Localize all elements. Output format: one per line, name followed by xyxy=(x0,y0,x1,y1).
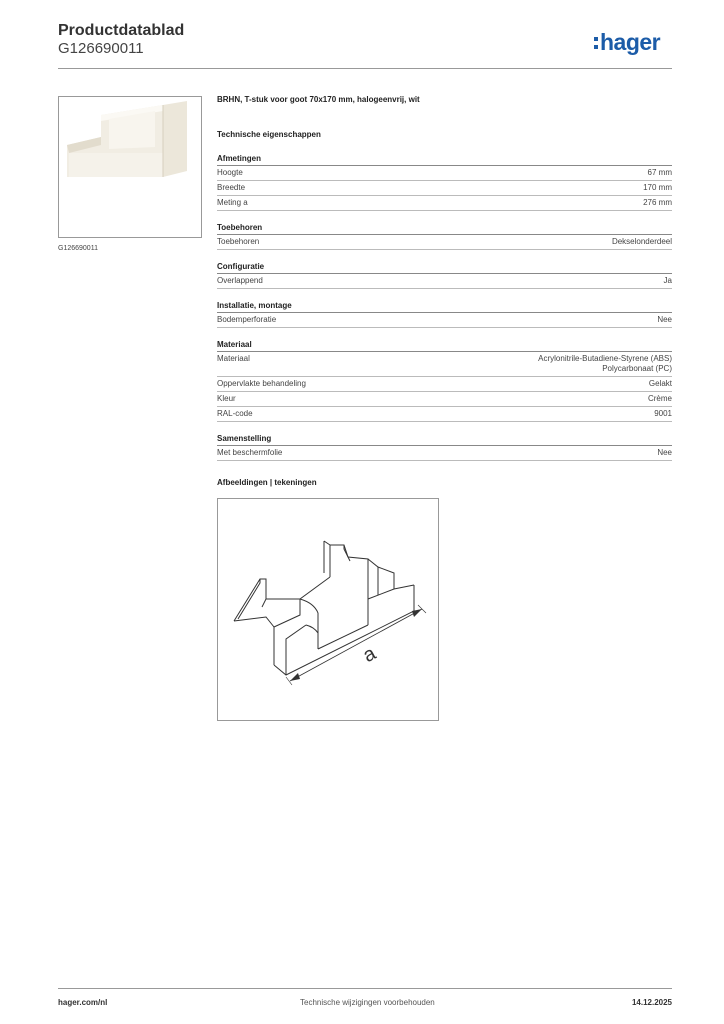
section-title: Toebehoren xyxy=(217,222,672,235)
spec-label: Overlappend xyxy=(217,276,263,285)
spec-label: Kleur xyxy=(217,394,236,403)
footer-disclaimer: Technische wijzigingen voorbehouden xyxy=(300,998,435,1007)
section-afmetingen xyxy=(217,153,672,211)
spec-row xyxy=(217,235,672,250)
section-samenstelling xyxy=(217,433,672,461)
section-title: Configuratie xyxy=(217,261,672,274)
section-installatie xyxy=(217,300,672,328)
spec-label: Met beschermfolie xyxy=(217,448,283,457)
spec-row xyxy=(217,181,672,196)
product-photo xyxy=(58,96,202,238)
spec-value: 9001 xyxy=(654,409,672,418)
product-description: BRHN, T-stuk voor goot 70x170 mm, halogeenvrij, wit xyxy=(217,95,420,104)
spec-value: Acrylonitrile-Butadiene-Styrene (ABS) Polycarbonaat (PC) xyxy=(538,354,672,373)
spec-row xyxy=(217,274,672,289)
footer-website[interactable]: hager.com/nl xyxy=(58,998,108,1007)
spec-row xyxy=(217,407,672,422)
technical-drawing xyxy=(217,498,439,721)
dimension-label: a xyxy=(359,642,380,668)
spec-row xyxy=(217,446,672,461)
spec-row xyxy=(217,166,672,181)
spec-row xyxy=(217,196,672,211)
logo-wordmark: hager xyxy=(600,29,661,55)
spec-value: Crème xyxy=(647,394,672,403)
spec-content xyxy=(217,95,672,490)
section-materiaal xyxy=(217,339,672,422)
section-title: Afmetingen xyxy=(217,153,672,166)
section-toebehoren xyxy=(217,222,672,250)
spec-value: Ja xyxy=(663,276,672,285)
spec-value: Gelakt xyxy=(648,379,672,388)
footer-date: 14.12.2025 xyxy=(631,998,672,1007)
spec-label: Hoogte xyxy=(217,168,243,177)
spec-row xyxy=(217,392,672,407)
section-title: Materiaal xyxy=(217,339,672,352)
product-code: G126690011 xyxy=(58,40,144,57)
photo-caption: G126690011 xyxy=(58,245,98,252)
tech-heading: Technische eigenschappen xyxy=(217,130,321,139)
header-divider xyxy=(58,68,672,69)
section-title: Samenstelling xyxy=(217,433,672,446)
spec-label: Meting a xyxy=(217,198,248,207)
spec-label: RAL-code xyxy=(217,409,253,418)
spec-label: Materiaal xyxy=(217,354,250,363)
spec-value: Nee xyxy=(657,315,672,324)
page-title: Productdatablad xyxy=(58,22,185,39)
spec-value: 276 mm xyxy=(643,198,672,207)
spec-row xyxy=(217,352,672,377)
spec-label: Toebehoren xyxy=(217,237,260,246)
spec-row xyxy=(217,313,672,328)
footer-divider xyxy=(58,988,672,989)
spec-label: Oppervlakte behandeling xyxy=(217,379,306,388)
spec-row xyxy=(217,377,672,392)
spec-value: Dekselonderdeel xyxy=(611,237,672,246)
section-title: Installatie, montage xyxy=(217,300,672,313)
section-configuratie xyxy=(217,261,672,289)
drawings-heading: Afbeeldingen | tekeningen xyxy=(217,478,317,487)
spec-label: Breedte xyxy=(217,183,246,192)
hager-logo xyxy=(592,28,676,58)
spec-value: Nee xyxy=(657,448,672,457)
spec-value: 170 mm xyxy=(643,183,672,192)
spec-label: Bodemperforatie xyxy=(217,315,277,324)
spec-value: 67 mm xyxy=(647,168,672,177)
